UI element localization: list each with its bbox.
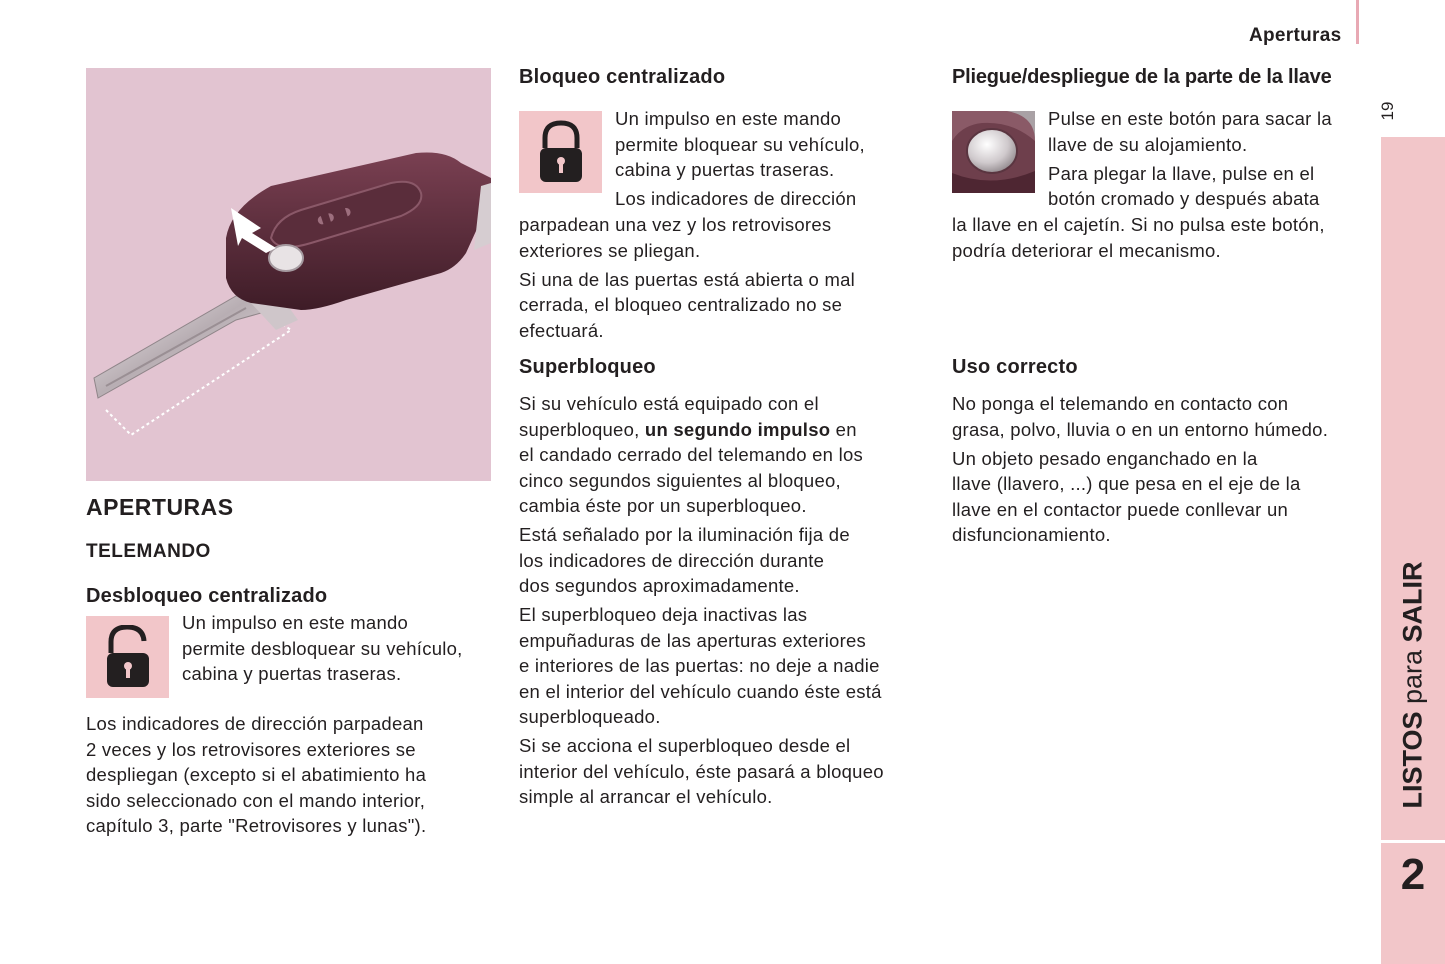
text-line: capítulo 3, parte "Retrovisores y lunas"). (86, 815, 427, 836)
text-line: Si se acciona el superbloqueo desde el (519, 735, 851, 756)
text-line: simple al arrancar el vehículo. (519, 786, 773, 807)
text-line: llave de su alojamiento. (1048, 133, 1248, 155)
text-line: llave (llavero, ...) que pesa en el eje de la (952, 473, 1301, 494)
unlock-body (86, 711, 496, 839)
text-line: Si su vehículo está equipado con el (519, 393, 819, 414)
usage-heading: Uso correcto (952, 356, 1078, 378)
chrome-button-photo (952, 111, 1035, 193)
text-line: No ponga el telemando en contacto con (952, 393, 1289, 414)
key-fob-drawing (86, 68, 491, 481)
lock-heading: Bloqueo centralizado (519, 66, 726, 88)
text-line: el candado cerrado del telemando en los (519, 444, 864, 465)
fold-intro (1048, 106, 1368, 212)
text-line: 2 veces y los retrovisores exteriores se (86, 738, 416, 760)
svg-text:◖◗ ◗: ◖◗ ◗ (310, 198, 358, 233)
chapter-title-part: SALIR (1397, 561, 1428, 643)
fold-body (952, 212, 1372, 263)
text-line: cambia éste por un superbloqueo. (519, 495, 807, 516)
text-line: cerrada, el bloqueo centralizado no se (519, 294, 843, 315)
lock-padlock-icon (519, 111, 602, 193)
remote-key-illustration (86, 68, 491, 481)
text-line: Un impulso en este mando (182, 612, 409, 633)
text-line: cabina y puertas traseras. (615, 159, 835, 180)
text-line: la llave en el cajetín. Si no pulsa este botón, (952, 214, 1325, 235)
text-line: cabina y puertas traseras. (182, 663, 402, 684)
text-line: Si una de las puertas está abierta o mal (519, 268, 855, 290)
text-line: empuñaduras de las aperturas exteriores (519, 629, 867, 651)
unlock-padlock-icon (86, 616, 169, 698)
chapter-number: 2 (1400, 850, 1426, 899)
chapter-title-part: para (1397, 642, 1428, 705)
text-line: despliegan (excepto si el abatimiento ha (86, 764, 427, 785)
text-line (519, 417, 924, 443)
header-rule (1356, 0, 1359, 44)
text-line: Para plegar la llave, pulse en el (1048, 162, 1315, 184)
lock-body (519, 212, 919, 343)
text-line: podría deteriorar el mecanismo. (952, 239, 1221, 261)
text-line: e interiores de las puertas: no deje a nadie (519, 655, 880, 676)
text-line: Los indicadores de dirección (615, 188, 857, 209)
fold-heading: Pliegue/despliegue de la parte de la llave (952, 66, 1332, 88)
text-line: permite desbloquear su vehículo, (182, 637, 463, 659)
usage-body (952, 391, 1372, 548)
text-line: dos segundos aproximadamente. (519, 575, 800, 596)
text-line: superbloqueado. (519, 706, 661, 727)
text-line: Un impulso en este mando (615, 108, 842, 129)
text-line: permite bloquear su vehículo, (615, 133, 865, 155)
unlock-heading: Desbloqueo centralizado (86, 585, 328, 607)
lock-intro (615, 106, 905, 212)
running-header: Aperturas (1249, 25, 1342, 46)
text-line: botón cromado y después abata (1048, 188, 1320, 209)
text-line: Un objeto pesado enganchado en la (952, 447, 1258, 469)
text-line: Pulse en este botón para sacar la (1048, 108, 1332, 129)
text-line: llave en el contactor puede conllevar un (952, 498, 1289, 520)
text-line: grasa, polvo, lluvia o en un entorno húmedo. (952, 418, 1329, 440)
text-line: disfuncionamiento. (952, 524, 1111, 545)
chapter-tab-divider (1381, 840, 1445, 843)
text-line: El superbloqueo deja inactivas las (519, 604, 808, 625)
text-run-bold: un segundo impulso (644, 418, 831, 440)
text-line: cinco segundos siguientes al bloqueo, (519, 469, 841, 491)
text-line: sido seleccionado con el mando interior, (86, 789, 426, 811)
text-run: superbloqueo, (519, 418, 645, 440)
main-title: APERTURAS (86, 494, 234, 520)
text-run: en (830, 418, 857, 440)
superlock-heading: Superbloqueo (519, 356, 656, 378)
text-line: los indicadores de dirección durante (519, 549, 825, 571)
text-line: interior del vehículo, éste pasará a bloqueo (519, 760, 884, 782)
text-line: exteriores se pliegan. (519, 239, 701, 261)
text-line: Está señalado por la iluminación fija de (519, 524, 850, 545)
page-number: 19 (1378, 101, 1397, 121)
text-line: Los indicadores de dirección parpadean (86, 713, 424, 734)
text-line: en el interior del vehículo cuando éste está (519, 680, 882, 702)
subtitle: TELEMANDO (86, 541, 211, 562)
chapter-title-part: LISTOS (1397, 704, 1428, 809)
unlock-intro (182, 610, 492, 687)
text-line: efectuará. (519, 319, 604, 341)
text-line: parpadean una vez y los retrovisores (519, 214, 832, 235)
superlock-body (519, 391, 924, 810)
